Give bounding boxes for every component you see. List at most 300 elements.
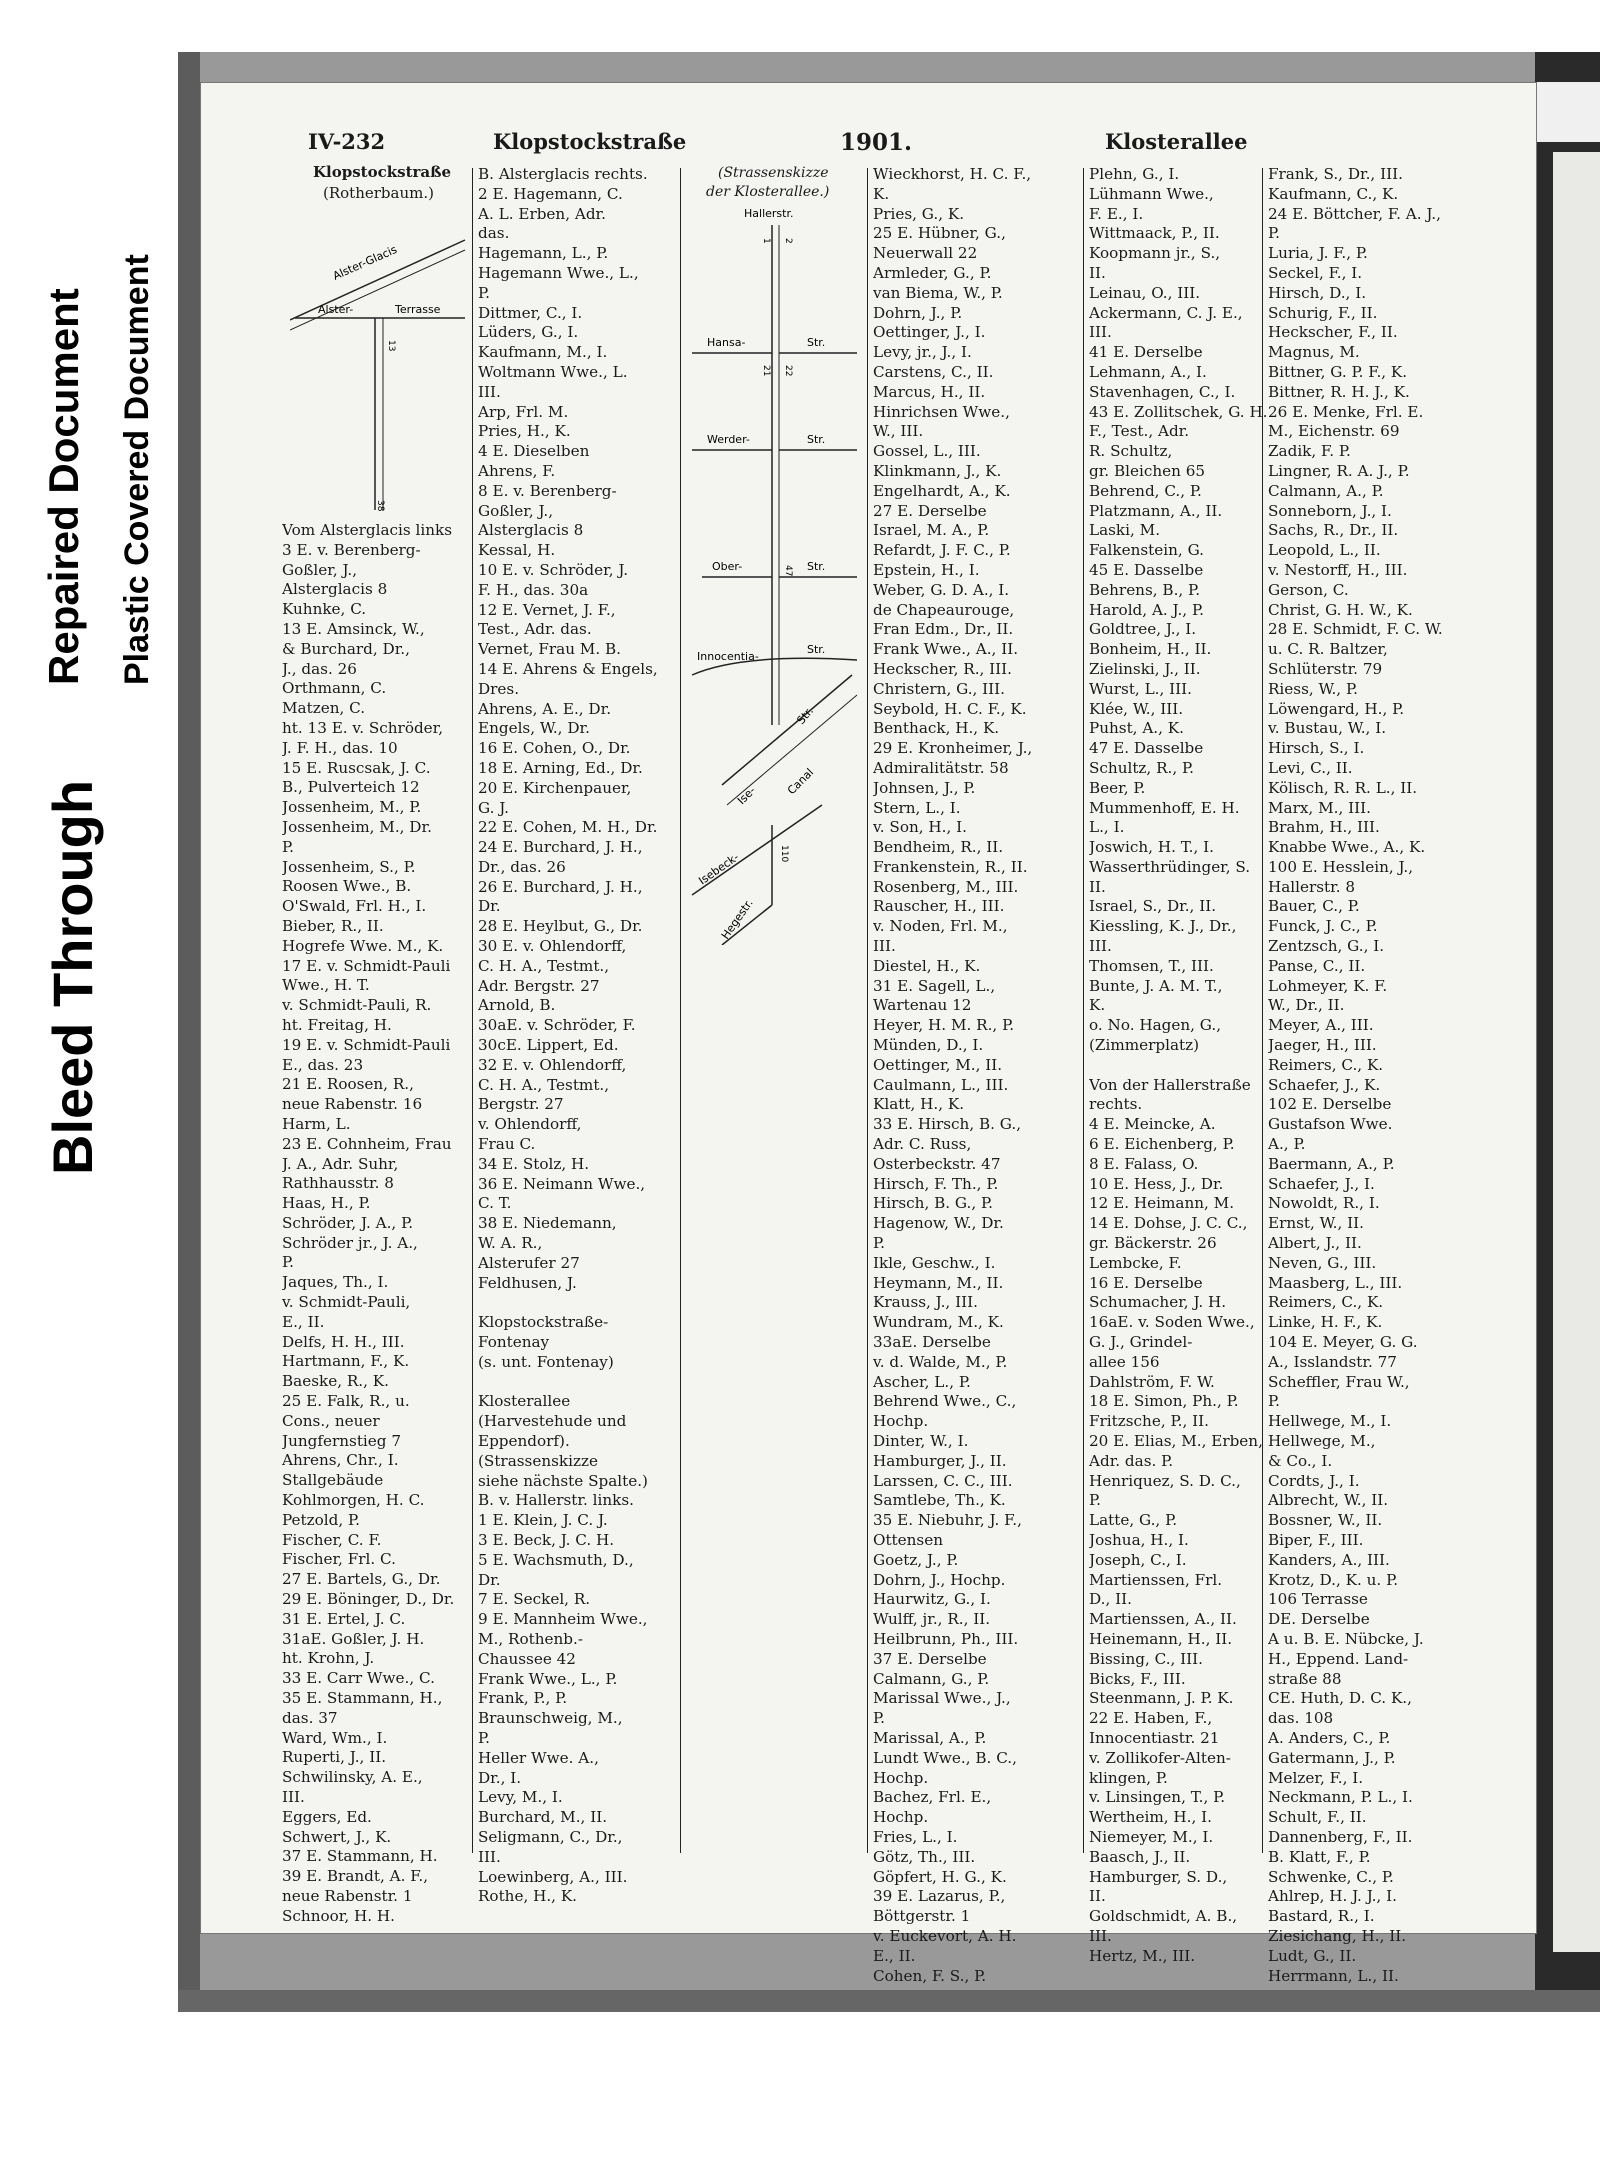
entry-line: P. xyxy=(1268,1392,1280,1411)
entry-line: II. xyxy=(1089,263,1106,282)
entry-line: Leopold, L., II. xyxy=(1268,541,1381,560)
entry-line: 27 E. Derselbe xyxy=(873,501,987,520)
entry-line: Göpfert, H. G., K. xyxy=(873,1867,1007,1886)
street-heading-right: Klosterallee xyxy=(1105,129,1248,154)
entry-line: Brahm, H., III. xyxy=(1268,818,1380,837)
entry-line: Loewinberg, A., III. xyxy=(478,1867,628,1886)
scan-right-edge xyxy=(1535,52,1600,2012)
entry-line: Calmann, G., P. xyxy=(873,1669,990,1688)
entry-line: Kölisch, R. R. L., II. xyxy=(1268,778,1418,797)
entry-line: Hirsch, B. G., P. xyxy=(873,1194,993,1213)
entry-line: 25 E. Falk, R., u. xyxy=(282,1392,410,1411)
entry-line: Joswich, H. T., I. xyxy=(1089,838,1214,857)
entry-line: 30aE. v. Schröder, F. xyxy=(478,1016,636,1035)
entry-line: Behrend Wwe., C., xyxy=(873,1392,1017,1411)
entry-line: Bicks, F., III. xyxy=(1089,1669,1186,1688)
entry-line: Mummenhoff, E. H. xyxy=(1089,798,1240,817)
entry-line: 26 E. Menke, Frl. E. xyxy=(1268,402,1424,421)
entry-line: das. 108 xyxy=(1268,1709,1334,1728)
entry-line: Platzmann, A., II. xyxy=(1089,501,1223,520)
entry-line: Ernst, W., II. xyxy=(1268,1214,1364,1233)
entry-line: Hochp. xyxy=(873,1412,929,1431)
entry-line: Alsterglacis 8 xyxy=(282,580,388,599)
entry-line: Schult, F., II. xyxy=(1268,1808,1367,1827)
entry-line: Albrecht, W., II. xyxy=(1268,1491,1389,1510)
entry-line: Jaques, Th., I. xyxy=(282,1273,389,1292)
entry-line: 106 Terrasse xyxy=(1268,1590,1368,1609)
entry-line: Heyer, H. M. R., P. xyxy=(873,1016,1015,1035)
entry-line: (Strassenskizze xyxy=(478,1451,598,1470)
entry-line: 100 E. Hesslein, J., xyxy=(1268,857,1414,876)
entry-line: Bergstr. 27 xyxy=(478,1095,564,1114)
entry-line: Diestel, H., K. xyxy=(873,956,981,975)
entry-line: Gustafson Wwe. xyxy=(1268,1115,1393,1134)
map2-hegestr: Hegestr. xyxy=(718,896,756,942)
entry-line: 16 E. Derselbe xyxy=(1089,1273,1203,1292)
entry-line: Hochp. xyxy=(873,1768,929,1787)
map2-isebeck: Isebeck- xyxy=(696,850,742,888)
entry-line: Frankenstein, R., II. xyxy=(873,857,1028,876)
entry-line: Bachez, Frl. E., xyxy=(873,1788,992,1807)
entry-line: Cordts, J., I. xyxy=(1268,1471,1360,1490)
entry-line: Schaefer, J., K. xyxy=(1268,1075,1381,1094)
entry-line: 28 E. Heylbut, G., Dr. xyxy=(478,917,643,936)
entry-line: 20 E. Kirchenpauer, xyxy=(478,778,632,797)
year-heading: 1901. xyxy=(840,129,913,156)
entry-line: E., II. xyxy=(873,1946,916,1965)
entry-line: Panse, C., II. xyxy=(1268,956,1366,975)
entry-line: CE. Huth, D. C. K., xyxy=(1268,1689,1412,1708)
entry-line: P. xyxy=(282,1253,294,1272)
entry-line: v. Nestorff, H., III. xyxy=(1268,560,1408,579)
entry-line: Lembcke, F. xyxy=(1089,1253,1182,1272)
entry-line: Marcus, H., II. xyxy=(873,382,986,401)
entry-line: Rauscher, H., III. xyxy=(873,897,1005,916)
entry-line: Joshua, H., I. xyxy=(1089,1530,1189,1549)
entry-line xyxy=(478,1373,658,1393)
page-number: IV-232 xyxy=(308,129,386,154)
entry-line: Maasberg, L., III. xyxy=(1268,1273,1403,1292)
entry-line: Bittner, G. P. F., K. xyxy=(1268,362,1408,381)
entry-line: Martienssen, Frl. xyxy=(1089,1570,1223,1589)
entry-line: W., Dr., II. xyxy=(1268,996,1345,1015)
entry-line: Test., Adr. das. xyxy=(478,620,592,639)
entry-line: F. E., I. xyxy=(1089,204,1144,223)
entry-line: v. Ohlendorff, xyxy=(478,1115,582,1134)
entry-line: Ahrens, F. xyxy=(478,461,556,480)
entry-line: Pries, H., K. xyxy=(478,422,571,441)
entry-line: K. xyxy=(1089,996,1106,1015)
entry-line: Hellwege, M., xyxy=(1268,1432,1376,1450)
entry-line: 33 E. Hirsch, B. G., xyxy=(873,1115,1022,1134)
entry-line: (Zimmerplatz) xyxy=(1089,1036,1200,1055)
entry-line: Böttgerstr. 1 xyxy=(873,1907,971,1926)
entry-line: v. Linsingen, T., P. xyxy=(1089,1788,1226,1807)
entry-line: Ottensen xyxy=(873,1530,943,1549)
entry-line: Behrend, C., P. xyxy=(1089,481,1202,500)
entry-line: Levy, M., I. xyxy=(478,1788,563,1807)
entry-line: Neven, G., III. xyxy=(1268,1253,1377,1272)
entry-line: 20 E. Elias, M., Erben, xyxy=(1089,1432,1263,1450)
map2-n1: 1 xyxy=(761,238,771,244)
entry-line: Fischer, Frl. C. xyxy=(282,1550,396,1569)
entry-line: Knabbe Wwe., A., K. xyxy=(1268,838,1426,857)
entry-line: Scheffler, Frau W., xyxy=(1268,1372,1410,1391)
entry-line: 10 E. v. Schröder, J. xyxy=(478,560,629,579)
entry-line: Sachs, R., Dr., II. xyxy=(1268,521,1399,540)
entry-line: Woltmann Wwe., L. xyxy=(478,362,628,381)
entry-line: 29 E. Böninger, D., Dr. xyxy=(282,1590,455,1609)
entry-line: 12 E. Heimann, M. xyxy=(1089,1194,1235,1213)
entry-line: Behrens, B., P. xyxy=(1089,580,1201,599)
entry-line: Münden, D., I. xyxy=(873,1036,984,1055)
entry-line: Schröder jr., J. A., xyxy=(282,1233,418,1252)
entry-line: III. xyxy=(1089,937,1112,956)
entry-line: Delfs, H. H., III. xyxy=(282,1332,405,1351)
entry-line: F., Test., Adr. xyxy=(1089,422,1190,441)
entry-line: 102 E. Derselbe xyxy=(1268,1095,1392,1114)
entry-line: Stallgebäude xyxy=(282,1471,384,1490)
entry-line: Ackermann, C. J. E., xyxy=(1089,303,1243,322)
entry-line: Admiralitätstr. 58 xyxy=(873,758,1009,777)
entry-line: 43 E. Zollitschek, G. H. xyxy=(1089,402,1268,421)
entry-line: Frank Wwe., L., P. xyxy=(478,1669,618,1688)
map2-str-diag: Str. xyxy=(794,704,817,727)
entry-line: v. Noden, Frl. M., xyxy=(873,917,1008,936)
entry-line: 24 E. Burchard, J. H., xyxy=(478,838,643,857)
entry-line: Steenmann, J. P. K. xyxy=(1089,1689,1234,1708)
entry-line: Löwengard, H., P. xyxy=(1268,699,1405,718)
entry-line: Schlüterstr. 79 xyxy=(1268,659,1383,678)
entry-line: Kaufmann, C., K. xyxy=(1268,184,1399,203)
entry-line: B. Alsterglacis rechts. xyxy=(478,165,648,183)
entry-line: Johnsen, J., P. xyxy=(873,778,976,797)
entry-line: Bendheim, R., II. xyxy=(873,838,1004,857)
entry-line: 12 E. Vernet, J. F., xyxy=(478,600,616,619)
entry-line: P. xyxy=(1089,1491,1101,1510)
entry-line: Seybold, H. C. F., K. xyxy=(873,699,1027,718)
entry-line: 39 E. Brandt, A. F., xyxy=(282,1867,429,1886)
entry-line: Oettinger, M., II. xyxy=(873,1055,1003,1074)
column-divider xyxy=(680,168,681,1853)
entry-line: v. Euckevort, A. H. xyxy=(873,1926,1017,1945)
entry-line: Fischer, C. F. xyxy=(282,1530,382,1549)
entry-line: Armleder, G., P. xyxy=(873,263,992,282)
entry-line: 30cE. Lippert, Ed. xyxy=(478,1036,619,1055)
entry-line: Jossenheim, S., P. xyxy=(282,857,416,876)
entry-line: Schurig, F., II. xyxy=(1268,303,1378,322)
entry-line: III. xyxy=(282,1788,305,1806)
entry-line: 37 E. Stammann, H. xyxy=(282,1847,438,1866)
entry-line: D., II. xyxy=(1089,1590,1132,1609)
entry-line: Epstein, H., I. xyxy=(873,560,980,579)
entry-line: Marx, M., III. xyxy=(1268,798,1371,817)
entry-line xyxy=(478,1293,658,1313)
entry-line: Frank Wwe., A., II. xyxy=(873,640,1019,659)
entry-line: Adr. C. Russ, xyxy=(873,1135,972,1154)
entry-line: Latte, G., P. xyxy=(1089,1511,1178,1530)
entry-line: Rathhausstr. 8 xyxy=(282,1174,394,1193)
entry-line: Schnoor, H. H. xyxy=(282,1906,395,1925)
entry-line: 2 E. Hagemann, C. xyxy=(478,184,623,203)
entry-line: 38 E. Niedemann, xyxy=(478,1214,617,1233)
entry-line: J., das. 26 xyxy=(282,659,357,678)
entry-line: Hagemann, L., P. xyxy=(478,244,609,263)
entry-line: ht. 13 E. v. Schröder, xyxy=(282,718,444,737)
entry-line: Kuhnke, C. xyxy=(282,600,367,619)
map1-label-terrasse: Terrasse xyxy=(395,303,441,316)
entry-line: v. Son, H., I. xyxy=(873,818,967,837)
entry-line: Ahrens, Chr., I. xyxy=(282,1451,399,1470)
entry-line: 41 E. Derselbe xyxy=(1089,343,1203,362)
entry-line: Wurst, L., III. xyxy=(1089,679,1192,698)
entry-line: Oettinger, J., I. xyxy=(873,323,986,342)
entry-line: A u. B. E. Nübcke, J. xyxy=(1268,1629,1424,1648)
entry-line: Roosen Wwe., B. xyxy=(282,877,412,896)
entry-line: Vom Alsterglacis links xyxy=(282,521,453,539)
entry-line: DE. Derselbe xyxy=(1268,1610,1370,1629)
entry-line: Haurwitz, G., I. xyxy=(873,1590,991,1609)
entry-line: Ruperti, J., II. xyxy=(282,1748,387,1767)
entry-line: 47 E. Dasselbe xyxy=(1089,739,1204,758)
entry-line: Von der Hallerstraße xyxy=(1089,1075,1251,1094)
map1-num-a: 13 xyxy=(386,340,396,352)
entry-line: u. C. R. Baltzer, xyxy=(1268,640,1388,659)
entry-line: 36 E. Neimann Wwe., xyxy=(478,1174,646,1193)
entry-line: Levi, C., II. xyxy=(1268,758,1353,777)
entry-line: C. T. xyxy=(478,1194,512,1213)
entry-line: allee 156 xyxy=(1089,1352,1160,1371)
entry-line: Israel, S., Dr., II. xyxy=(1089,897,1217,916)
column-divider xyxy=(472,168,473,1853)
entry-line: M., Eichenstr. 69 xyxy=(1268,422,1400,441)
entry-line: Leinau, O., III. xyxy=(1089,283,1201,302)
entry-line: Hagenow, W., Dr. xyxy=(873,1214,1004,1233)
entry-line: Heckscher, F., II. xyxy=(1268,323,1398,342)
entry-line: Alsterufer 27 xyxy=(478,1253,580,1272)
entry-line: 19 E. v. Schmidt-Pauli xyxy=(282,1035,451,1054)
entry-line: Jossenheim, M., P. xyxy=(282,798,422,817)
entry-line: Bastard, R., I. xyxy=(1268,1907,1375,1926)
entry-line: Heilbrunn, Ph., III. xyxy=(873,1629,1019,1648)
entry-line: straße 88 xyxy=(1268,1669,1342,1688)
entry-line: Goetz, J., P. xyxy=(873,1550,959,1569)
entry-line: P. xyxy=(478,1728,490,1747)
entry-line: Klée, W., III. xyxy=(1089,699,1184,718)
entry-line: v. d. Walde, M., P. xyxy=(873,1352,1008,1371)
map2-n110: 110 xyxy=(779,845,789,863)
entry-line: Wertheim, H., I. xyxy=(1089,1808,1212,1827)
entry-line: Samtlebe, Th., K. xyxy=(873,1491,1006,1510)
plastic-covered-label: Plastic Covered Document xyxy=(118,254,156,685)
entry-line: Matzen, C. xyxy=(282,699,366,718)
entry-line: Dittmer, C., I. xyxy=(478,303,583,322)
map2-n47: 47 xyxy=(783,565,793,577)
entry-line: ht. Freitag, H. xyxy=(282,1015,392,1034)
entry-line: C. H. A., Testmt., xyxy=(478,1075,610,1094)
entry-line: 14 E. Dohse, J. C. C., xyxy=(1089,1214,1248,1233)
column-4 xyxy=(1089,165,1268,1967)
entry-line: ht. Krohn, J. xyxy=(282,1649,375,1668)
entry-line: Laski, M. xyxy=(1089,521,1161,540)
entry-line: gr. Bäckerstr. 26 xyxy=(1089,1234,1217,1253)
entry-line: Magnus, M. xyxy=(1268,343,1360,362)
entry-line: III. xyxy=(478,1847,501,1866)
entry-line: Lohmeyer, K. F. xyxy=(1268,976,1388,995)
entry-line: Kessal, H. xyxy=(478,541,556,560)
entry-line: Ikle, Geschw., I. xyxy=(873,1253,996,1272)
entry-line: Eppendorf). xyxy=(478,1432,570,1450)
entry-line: Weber, G. D. A., I. xyxy=(873,580,1010,599)
entry-line: Arnold, B. xyxy=(478,996,556,1015)
entry-line: M., Rothenb.- xyxy=(478,1629,583,1648)
entry-line: 18 E. Arning, Ed., Dr. xyxy=(478,758,643,777)
entry-line: Bossner, W., II. xyxy=(1268,1511,1383,1530)
entry-line: 104 E. Meyer, G. G. xyxy=(1268,1333,1418,1352)
entry-line: Gossel, L., III. xyxy=(873,442,981,461)
entry-line: rechts. xyxy=(1089,1095,1143,1114)
entry-line: F. H., das. 30a xyxy=(478,580,589,599)
entry-line: H., Eppend. Land- xyxy=(1268,1649,1409,1668)
entry-line: Herrmann, L., II. xyxy=(1268,1966,1399,1985)
entry-line: 34 E. Stolz, H. xyxy=(478,1154,590,1173)
entry-line: Cohen, F. S., P. xyxy=(873,1966,987,1985)
entry-line: Götz, Th., III. xyxy=(873,1847,976,1866)
map1-caption-subtitle: (Rotherbaum.) xyxy=(323,184,434,202)
entry-line: Gatermann, J., P. xyxy=(1268,1748,1396,1767)
entry-line: Goldschmidt, A. B., xyxy=(1089,1907,1238,1926)
column-5 xyxy=(1268,165,1443,1986)
entry-line: A. L. Erben, Adr. xyxy=(478,204,606,223)
entry-line: Frank, P., P. xyxy=(478,1689,568,1708)
entry-line: Hirsch, S., I. xyxy=(1268,739,1365,758)
entry-line: Wulff, jr., R., II. xyxy=(873,1610,991,1629)
entry-line: 6 E. Eichenberg, P. xyxy=(1089,1135,1235,1154)
entry-line: Dres. xyxy=(478,679,520,698)
entry-line: Jaeger, H., III. xyxy=(1268,1036,1377,1055)
entry-line: Carstens, C., II. xyxy=(873,362,994,381)
entry-line: Fritzsche, P., II. xyxy=(1089,1412,1209,1431)
entry-line: 21 E. Roosen, R., xyxy=(282,1075,414,1094)
entry-line: E., II. xyxy=(282,1312,325,1331)
entry-line: Marissal Wwe., J., xyxy=(873,1689,1011,1708)
entry-line: Schwilinsky, A. E., xyxy=(282,1768,423,1787)
entry-line: Wittmaack, P., II. xyxy=(1089,224,1220,243)
entry-line: Engels, W., Dr. xyxy=(478,719,590,738)
entry-line: Christ, G. H. W., K. xyxy=(1268,600,1413,619)
scan-left-edge xyxy=(178,52,200,2012)
map2-caption-1: (Strassenskizze xyxy=(718,165,829,181)
entry-line: 22 E. Cohen, M. H., Dr. xyxy=(478,818,658,837)
entry-line: 22 E. Haben, F., xyxy=(1089,1709,1213,1728)
entry-line: Dr., I. xyxy=(478,1768,522,1787)
entry-line: 27 E. Bartels, G., Dr. xyxy=(282,1570,441,1589)
entry-line: Fontenay xyxy=(478,1333,550,1352)
entry-line: Adr. das. P. xyxy=(1089,1451,1174,1470)
map2-street-top: Hallerstr. xyxy=(744,207,794,220)
entry-line: van Biema, W., P. xyxy=(873,283,1003,302)
entry-line: Cons., neuer xyxy=(282,1411,380,1430)
entry-line: Fries, L., I. xyxy=(873,1827,958,1846)
entry-line: Lüders, G., I. xyxy=(478,323,579,342)
entry-line: Schultz, R., P. xyxy=(1089,758,1194,777)
entry-line: Nowoldt, R., I. xyxy=(1268,1194,1380,1213)
entry-line: Bieber, R., II. xyxy=(282,916,384,935)
entry-line: o. No. Hagen, G., xyxy=(1089,1016,1222,1035)
entry-line: 32 E. v. Ohlendorff, xyxy=(478,1055,627,1074)
entry-line: Ahrens, A. E., Dr. xyxy=(478,699,612,718)
entry-line: v. Schmidt-Pauli, R. xyxy=(282,996,432,1015)
entry-line: L., I. xyxy=(1089,818,1125,837)
map2-n21: 21 xyxy=(761,365,771,377)
entry-line: Bauer, C., P. xyxy=(1268,897,1360,916)
entry-line: Neckmann, P. L., I. xyxy=(1268,1788,1413,1807)
entry-line: Stern, L., I. xyxy=(873,798,961,817)
entry-line: Hagemann Wwe., L., xyxy=(478,263,639,282)
entry-line: Goßler, J., xyxy=(478,501,554,520)
entry-line: Hartmann, F., K. xyxy=(282,1352,410,1371)
entry-line: Schaefer, J., I. xyxy=(1268,1174,1375,1193)
entry-line: Zielinski, J., II. xyxy=(1089,659,1201,678)
map2-sketch xyxy=(682,205,867,945)
entry-line: 7 E. Seckel, R. xyxy=(478,1590,591,1609)
entry-line: Plehn, G., I. xyxy=(1089,165,1180,183)
entry-line: 17 E. v. Schmidt-Pauli xyxy=(282,956,451,975)
entry-line: Kaufmann, M., I. xyxy=(478,343,608,362)
entry-line: Rosenberg, M., III. xyxy=(873,877,1019,896)
entry-line: Gerson, C. xyxy=(1268,580,1349,599)
entry-line: Hertz, M., III. xyxy=(1089,1946,1196,1965)
entry-line: 24 E. Böttcher, F. A. J., xyxy=(1268,204,1441,223)
map2-hansa-str: Str. xyxy=(807,336,826,349)
entry-line: Dr. xyxy=(478,897,501,916)
entry-line: 45 E. Dasselbe xyxy=(1089,560,1204,579)
entry-line: Hogrefe Wwe. M., K. xyxy=(282,936,444,955)
entry-line: 10 E. Hess, J., Dr. xyxy=(1089,1174,1224,1193)
entry-line: Feldhusen, J. xyxy=(478,1273,577,1292)
entry-line: Lehmann, A., I. xyxy=(1089,362,1207,381)
entry-line: Ziesichang, H., II. xyxy=(1268,1926,1407,1945)
entry-line: III. xyxy=(1089,323,1112,342)
entry-line: B. v. Hallerstr. links. xyxy=(478,1491,634,1510)
entry-line: 3 E. Beck, J. C. H. xyxy=(478,1530,615,1549)
entry-line: Schwert, J., K. xyxy=(282,1827,392,1846)
entry-line: v. Zollikofer-Alten- xyxy=(1089,1748,1231,1767)
entry-line: B., Pulverteich 12 xyxy=(282,778,420,797)
entry-line: Chaussee 42 xyxy=(478,1649,576,1668)
entry-line: Seligmann, C., Dr., xyxy=(478,1827,623,1846)
entry-line: Henriquez, S. D. C., xyxy=(1089,1471,1241,1490)
entry-line: G. J. xyxy=(478,798,509,817)
entry-line: das. xyxy=(478,224,510,243)
entry-line: 3 E. v. Berenberg- xyxy=(282,540,421,559)
entry-line: Krotz, D., K. u. P. xyxy=(1268,1570,1399,1589)
entry-line: C. H. A., Testmt., xyxy=(478,956,610,975)
entry-line: Caulmann, L., III. xyxy=(873,1075,1009,1094)
street-heading-left: Klopstockstraße xyxy=(493,129,687,154)
entry-line: Marissal, A., P. xyxy=(873,1728,987,1747)
entry-line: Krauss, J., III. xyxy=(873,1293,978,1312)
entry-line: Klatt, H., K. xyxy=(873,1095,965,1114)
entry-line: Biper, F., III. xyxy=(1268,1530,1364,1549)
entry-line: III. xyxy=(1089,1926,1112,1945)
entry-line: Wundram, M., K. xyxy=(873,1313,1004,1332)
entry-line: v. Bustau, W., I. xyxy=(1268,719,1387,738)
entry-line: 4 E. Dieselben xyxy=(478,442,590,461)
entry-line: Seckel, F., I. xyxy=(1268,263,1363,282)
map2-n2: 2 xyxy=(783,238,793,244)
entry-line: Fran Edm., Dr., II. xyxy=(873,620,1014,639)
